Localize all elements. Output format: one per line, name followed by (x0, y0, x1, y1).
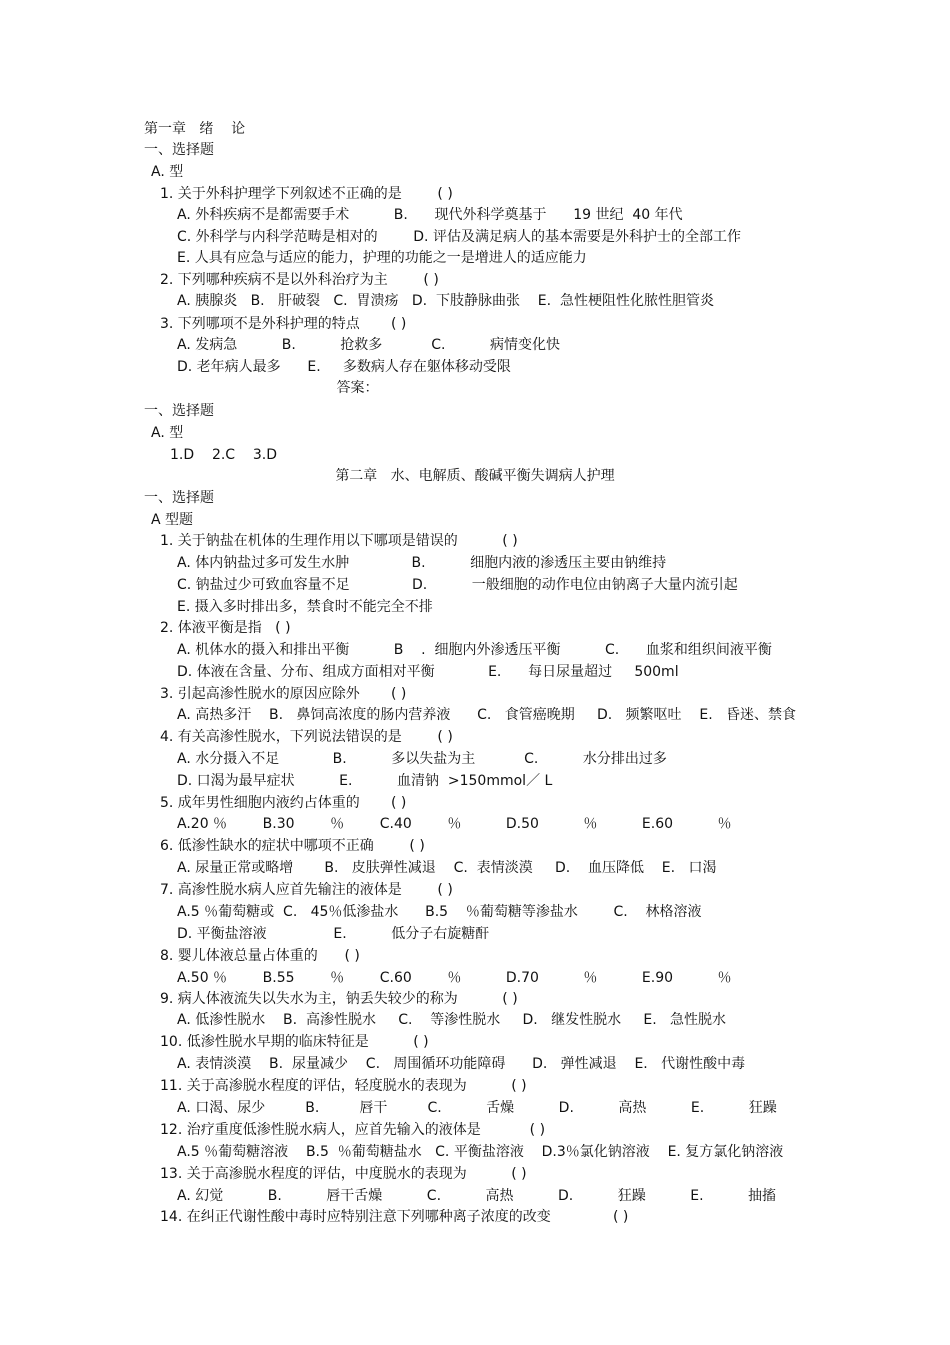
text-line: 2. 下列哪种疾病不是以外科治疗为主 ( ) (160, 272, 439, 288)
text-line: E. 摄入多时排出多，禁食时不能完全不排 (177, 599, 433, 615)
text-line: D. 体液在含量、分布、组成方面相对平衡 E. 每日尿量超过 500ml (177, 664, 679, 680)
text-line: E. 人具有应急与适应的能力，护理的功能之一是增进人的适应能力 (177, 250, 587, 266)
text-line: 13. 关于高渗脱水程度的评估，中度脱水的表现为 ( ) (160, 1166, 527, 1182)
text-line: A. 体内钠盐过多可发生水肿 B. 细胞内液的渗透压主要由钠维持 (177, 555, 667, 571)
text-line: D. 老年病人最多 E. 多数病人存在躯体移动受限 (177, 359, 511, 375)
text-line: A. 水分摄入不足 B. 多以失盐为主 C. 水分排出过多 (177, 751, 667, 767)
text-line: 8. 婴儿体液总量占体重的 ( ) (160, 948, 360, 964)
text-line: 14. 在纠正代谢性酸中毒时应特别注意下列哪种离子浓度的改变 ( ) (160, 1209, 629, 1225)
text-line: A. 胰腺炎 B. 肝破裂 C. 胃溃疡 D. 下肢静脉曲张 E. 急性梗阻性化脓性胆管炎 (177, 293, 714, 309)
text-line: 10. 低渗性脱水早期的临床特征是 ( ) (160, 1034, 429, 1050)
text-line: A. 型 (151, 425, 184, 441)
text-line: 4. 有关高渗性脱水，下列说法错误的是 ( ) (160, 729, 453, 745)
text-line: 12. 治疗重度低渗性脱水病人，应首先输入的液体是 ( ) (160, 1122, 546, 1138)
text-line: 第二章 水、电解质、酸碱平衡失调病人护理 (335, 468, 615, 484)
text-line: D. 平衡盐溶液 E. 低分子右旋糖酐 (177, 926, 490, 942)
text-line: A. 口渴、尿少 B. 唇干 C. 舌燥 D. 高热 E. 狂躁 (177, 1100, 777, 1116)
text-line: 11. 关于高渗脱水程度的评估，轻度脱水的表现为 ( ) (160, 1078, 527, 1094)
text-line: A. 发病急 B. 抢救多 C. 病情变化快 (177, 337, 560, 353)
text-line: C. 外科学与内科学范畴是相对的 D. 评估及满足病人的基本需要是外科护士的全部工作 (177, 229, 741, 245)
text-line: A. 表情淡漠 B. 尿量减少 C. 周围循环功能障碍 D. 弹性减退 E. 代谢性酸中毒 (177, 1056, 746, 1072)
text-line: A. 尿量正常或略增 B. 皮肤弹性减退 C. 表情淡漠 D. 血压降低 E. 口渴 (177, 860, 717, 876)
text-line: 1. 关于钠盐在机体的生理作用以下哪项是错误的 ( ) (160, 533, 518, 549)
text-line: 1.D 2.C 3.D (170, 447, 278, 463)
text-line: A. 高热多汗 B. 鼻饲高浓度的肠内营养液 C. 食管癌晚期 D. 频繁呕吐 E. 昏迷、禁食 (177, 707, 796, 723)
text-line: 5. 成年男性细胞内液约占体重的 ( ) (160, 795, 407, 811)
text-line: A.50 ％ B.55 ％ C.60 ％ D.70 ％ E.90 ％ (177, 970, 732, 986)
text-line: 2. 体液平衡是指 ( ) (160, 620, 291, 636)
text-line: 9. 病人体液流失以失水为主，钠丢失较少的称为 ( ) (160, 991, 518, 1007)
text-line: A. 低渗性脱水 B. 高渗性脱水 C. 等渗性脱水 D. 继发性脱水 E. 急性脱水 (177, 1012, 726, 1028)
text-line: 一、选择题 (144, 142, 214, 158)
text-line: A. 外科疾病不是都需要手术 B. 现代外科学奠基于 19 世纪 40 年代 (177, 207, 683, 223)
text-line: 一、选择题 (144, 403, 214, 419)
text-line: 第一章 绪 论 (144, 121, 246, 137)
text-line: A. 机体水的摄入和排出平衡 B . 细胞内外渗透压平衡 C. 血浆和组织间液平衡 (177, 642, 772, 658)
text-line: A.5 ％葡萄糖或 C. 45％低渗盐水 B.5 ％葡萄糖等渗盐水 C. 林格溶液 (177, 904, 702, 920)
text-line: 答案： (336, 380, 379, 396)
text-line: 1. 关于外科护理学下列叙述不正确的是 ( ) (160, 186, 453, 202)
text-line: A.20 ％ B.30 ％ C.40 ％ D.50 ％ E.60 ％ (177, 816, 732, 832)
text-line: A. 型 (151, 164, 184, 180)
text-line: 7. 高渗性脱水病人应首先输注的液体是 ( ) (160, 882, 453, 898)
text-line: A.5 ％葡萄糖溶液 B.5 ％葡萄糖盐水 C. 平衡盐溶液 D.3％氯化钠溶液 E. 复方氯化钠溶液 (177, 1144, 784, 1160)
text-line: A 型题 (151, 512, 194, 528)
text-line: A. 幻觉 B. 唇干舌燥 C. 高热 D. 狂躁 E. 抽搐 (177, 1188, 777, 1204)
text-line: C. 钠盐过少可致血容量不足 D. 一般细胞的动作电位由钠离子大量内流引起 (177, 577, 738, 593)
text-line: 一、选择题 (144, 490, 214, 506)
text-line: 6. 低渗性缺水的症状中哪项不正确 ( ) (160, 838, 425, 854)
text-line: 3. 引起高渗性脱水的原因应除外 ( ) (160, 686, 407, 702)
text-line: D. 口渴为最早症状 E. 血清钠 >150mmol／ L (177, 773, 553, 789)
text-line: 3. 下列哪项不是外科护理的特点 ( ) (160, 316, 407, 332)
